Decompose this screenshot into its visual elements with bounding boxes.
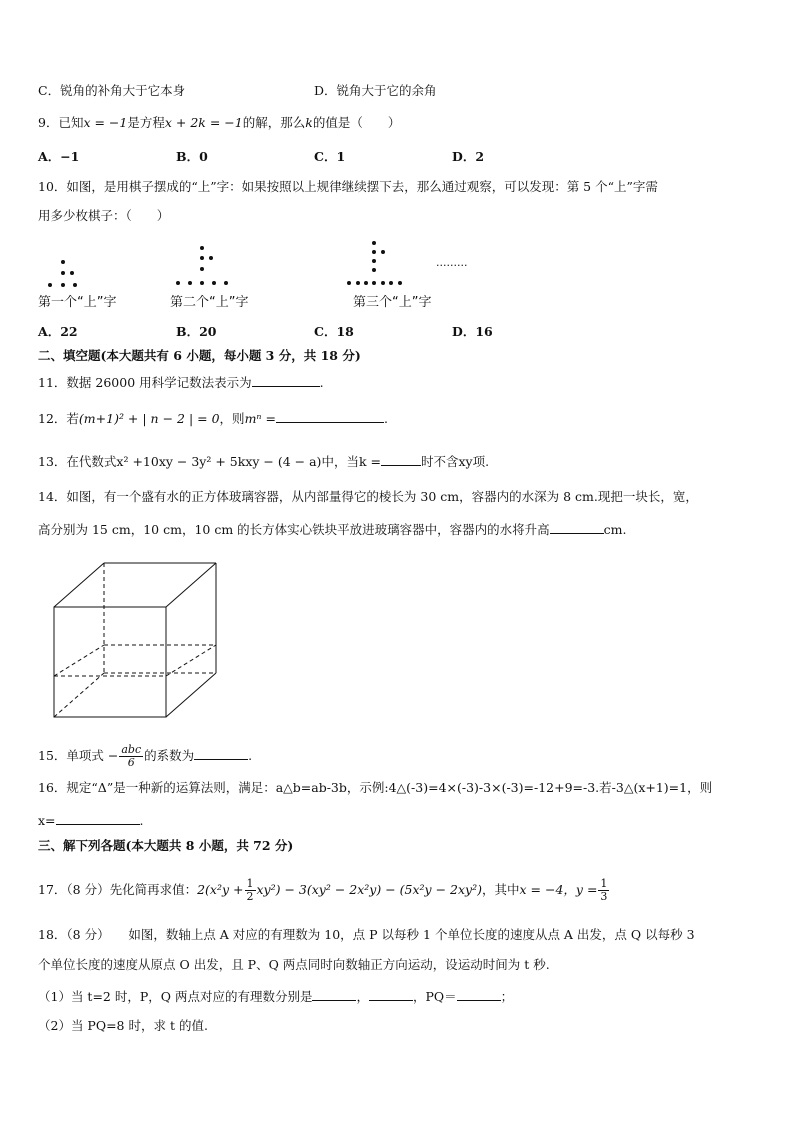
q8-option-c: C．锐角的补角大于它本身 bbox=[38, 83, 186, 98]
q18-pq-blank[interactable] bbox=[457, 988, 501, 1001]
q18-line1: 18．（8 分） 如图，数轴上点 A 对应的有理数为 10，点 P 以每秒 1 个单位长度的速度从点 A 出发，点 Q 以每秒 3 bbox=[38, 927, 695, 942]
q17-expr-b: xy²) − 3(xy² − 2x²y) − (5x²y − 2xy²) bbox=[256, 882, 482, 897]
q18-sub1 bbox=[38, 988, 513, 1005]
q8-option-d: D．锐角大于它的余角 bbox=[314, 83, 437, 98]
q14-unit: cm. bbox=[603, 522, 627, 537]
q17-third-num: 1 bbox=[600, 877, 608, 890]
q10-line1: 10．如图，是用棋子摆成的“上”字：如果按照以上规律继续摆下去，那么通过观察，可以发现：第 5 个“上”字需 bbox=[38, 179, 658, 194]
q17-condition: x = −4，y = bbox=[519, 882, 598, 897]
q9-option-c: C．1 bbox=[314, 149, 346, 164]
q17-expr-a: 2(x²y + bbox=[197, 882, 244, 897]
q16-line1: 16．规定“Δ”是一种新的运算法则，满足：a△b=ab-3b，示例:4△(-3)=4×(-3)-3×(-3)=-12+9=-3.若-3△(x+1)=1，则 bbox=[38, 780, 713, 795]
q9-mid: 是方程 bbox=[127, 115, 165, 130]
cube-front-face bbox=[54, 607, 166, 717]
q15-denominator: 6 bbox=[127, 756, 135, 769]
q13-mid: 中，当 bbox=[321, 454, 359, 469]
q10-caption-1: 第一个“上”字 bbox=[38, 295, 117, 310]
q16-line2 bbox=[38, 812, 144, 829]
q9-equation: x + 2k = −1 bbox=[164, 115, 243, 130]
q18-sub1-sep: ， bbox=[356, 989, 369, 1004]
q18-p-blank[interactable] bbox=[312, 988, 356, 1001]
q17-mid: ，其中 bbox=[482, 882, 520, 897]
q18-sub1-end: ； bbox=[500, 989, 514, 1004]
question-15 bbox=[38, 744, 252, 769]
q10-option-a: A．22 bbox=[38, 324, 78, 339]
q12-end: . bbox=[383, 411, 388, 426]
q13-expression: x² +10xy − 3y² + 5kxy − (4 − a) bbox=[116, 454, 322, 469]
q16-x: x= bbox=[38, 813, 56, 828]
q12-expression: (m+1)² + | n − 2 | = 0 bbox=[78, 411, 220, 426]
q16-end: . bbox=[139, 813, 144, 828]
q15-numerator: abc bbox=[121, 743, 142, 756]
q10-ellipsis: ········· bbox=[436, 259, 468, 272]
q18-sub1-pre: （1）当 t=2 时，P，Q 两点对应的有理数分别是 bbox=[38, 989, 313, 1004]
q17-half-fraction bbox=[245, 878, 256, 903]
question-17 bbox=[38, 878, 610, 903]
q9-prefix: 9．已知 bbox=[38, 115, 84, 130]
q13-k: k = bbox=[358, 454, 381, 469]
q15-answer-blank[interactable] bbox=[194, 747, 248, 760]
q10-caption-2: 第二个“上”字 bbox=[170, 295, 249, 310]
q18-q-blank[interactable] bbox=[369, 988, 413, 1001]
q10-option-c: C．18 bbox=[314, 324, 354, 339]
q13-pre: 13．在代数式 bbox=[38, 454, 117, 469]
q13-xy: xy bbox=[458, 454, 473, 469]
q10-option-d: D．16 bbox=[452, 324, 493, 339]
q9-option-d: D．2 bbox=[452, 149, 485, 164]
q17-half-den: 2 bbox=[246, 890, 254, 903]
q10-option-b: B．20 bbox=[176, 324, 217, 339]
q10-caption-3: 第三个“上”字 bbox=[353, 295, 432, 310]
q12-pre: 12．若 bbox=[38, 411, 79, 426]
q17-pre: 17．（8 分）先化简再求值： bbox=[38, 882, 198, 897]
q9-option-b: B．0 bbox=[176, 149, 208, 164]
q9-mid2: 的解，那么 bbox=[242, 115, 306, 130]
q15-tail: 的系数为 bbox=[144, 748, 195, 763]
q9-option-a: A．−1 bbox=[38, 149, 80, 164]
q13-tail: 时不含 bbox=[420, 454, 459, 469]
q11-end: . bbox=[319, 375, 324, 390]
q9-k: k bbox=[305, 115, 313, 130]
q16-answer-blank[interactable] bbox=[56, 812, 140, 825]
q9-x-value: x = −1 bbox=[83, 115, 128, 130]
q12-expression-2: mⁿ = bbox=[244, 411, 276, 426]
q11-text: 11．数据 26000 用科学记数法表示为 bbox=[38, 375, 252, 390]
section-3-heading: 三、解下列各题(本大题共 8 小题，共 72 分) bbox=[38, 838, 294, 853]
q14-line1: 14．如图，有一个盛有水的正方体玻璃容器，从内部量得它的棱长为 30 cm，容器内的水深为 8 cm.现把一块长，宽， bbox=[38, 489, 698, 504]
q18-sub2: （2）当 PQ=8 时，求 t 的值. bbox=[38, 1018, 208, 1033]
q15-end: . bbox=[248, 748, 253, 763]
q18-sub1-pq: ，PQ＝ bbox=[413, 989, 457, 1004]
q18-line2: 个单位长度的速度从原点 O 出发，且 P、Q 两点同时向数轴正方向运动，设运动时间为 t 秒. bbox=[38, 957, 550, 972]
q15-fraction bbox=[119, 744, 143, 769]
q12-mid: ，则 bbox=[219, 411, 245, 426]
q13-end: 项. bbox=[472, 454, 490, 469]
q17-third-den: 3 bbox=[600, 890, 608, 903]
q17-half-num: 1 bbox=[246, 877, 254, 890]
q9-tail: 的值是（ ） bbox=[312, 115, 401, 130]
q17-third-fraction bbox=[598, 878, 609, 903]
q15-pre: 15．单项式 − bbox=[38, 748, 119, 763]
q10-line2: 用多少枚棋子：（ ） bbox=[38, 208, 170, 223]
section-2-heading: 二、填空题(本大题共有 6 小题，每小题 3 分，共 18 分) bbox=[38, 348, 361, 363]
q14-line2-text: 高分别为 15 cm，10 cm，10 cm 的长方体实心铁块平放进玻璃容器中，容器内的水将升高 bbox=[38, 522, 550, 537]
